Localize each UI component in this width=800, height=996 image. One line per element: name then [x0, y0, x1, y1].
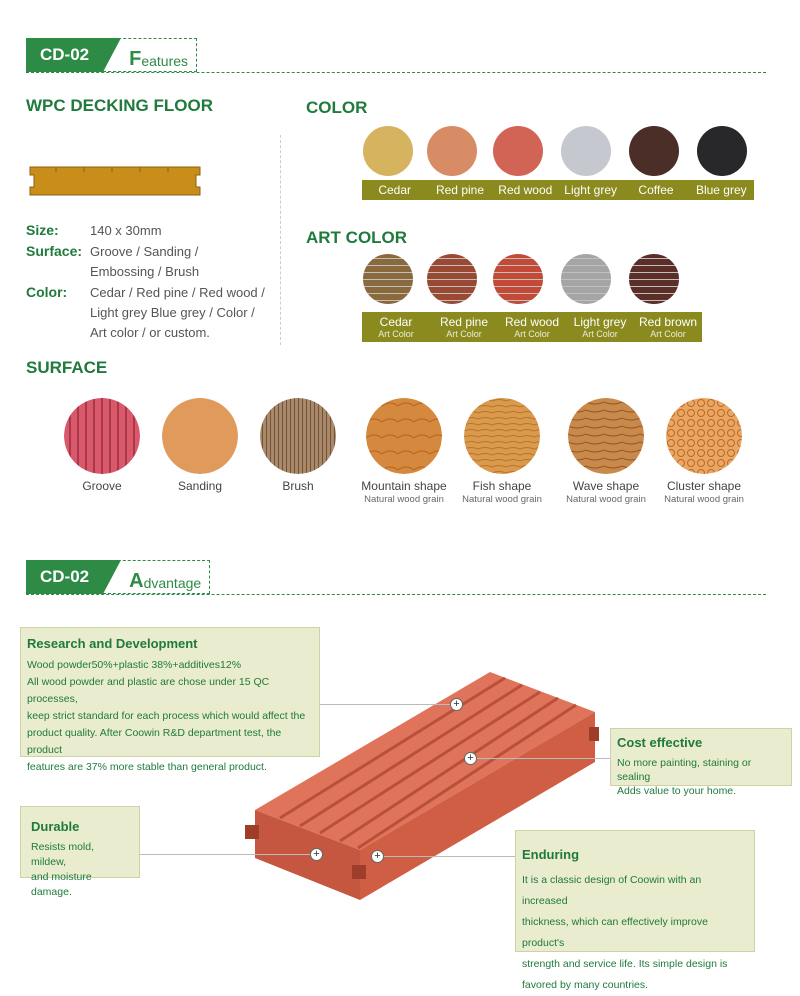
art-color-name: Red brown: [638, 315, 698, 329]
color-label-bar: [362, 180, 754, 200]
features-code: CD-02: [26, 38, 103, 72]
surface-sample-fish-shape: [464, 398, 540, 474]
color-label: Coffee: [638, 183, 674, 197]
art-color-name: Red pine: [439, 315, 489, 329]
color-swatch-cedar: [363, 126, 413, 176]
enduring-line-3: strength and service life. Its simple design is: [522, 958, 728, 970]
surface-label: [551, 480, 661, 506]
surface-sample-sanding: [162, 398, 238, 474]
product-specs: [26, 220, 286, 343]
leader-durable: [140, 854, 316, 855]
size-key: Size:: [26, 222, 59, 238]
advantage-code: CD-02: [26, 560, 103, 594]
art-color-title: ART COLOR: [306, 228, 408, 247]
art-color-sub: Art Color: [514, 329, 550, 339]
color-value-2: Light grey Blue grey / Color /: [90, 305, 255, 320]
color-swatch-red-wood: [493, 126, 543, 176]
cost-title: Cost effective: [617, 735, 703, 750]
art-color-name: Light grey: [573, 315, 627, 329]
art-color-label: [498, 315, 566, 339]
surface-name: Fish shape: [472, 479, 532, 493]
marker-cost[interactable]: +: [464, 752, 477, 765]
advantage-title: A dvantage: [103, 560, 210, 594]
surface-name: Brush: [282, 479, 314, 493]
surface-sample-wave-shape: [568, 398, 644, 474]
art-color-sub: Art Color: [378, 329, 414, 339]
art-color-label: [634, 315, 702, 339]
art-swatch-red-wood: [493, 254, 543, 304]
marker-enduring[interactable]: +: [371, 850, 384, 863]
color-swatch-red-pine: [427, 126, 477, 176]
art-color-sub: Art Color: [582, 329, 618, 339]
cost-line-2: Adds value to your home.: [617, 785, 737, 797]
art-color-sub: Art Color: [446, 329, 482, 339]
research-line-3: keep strict standard for each process which would affect the: [27, 710, 306, 722]
leader-cost: [470, 758, 610, 759]
cost-line-1: No more painting, staining or sealing: [617, 757, 752, 783]
surface-name: Wave shape: [572, 479, 640, 493]
surface-sub: Natural wood grain: [566, 494, 646, 505]
color-label: Cedar: [378, 183, 411, 197]
surface-sample-groove: [64, 398, 140, 474]
color-label: Red pine: [435, 183, 485, 197]
research-title: Research and Development: [27, 636, 198, 651]
research-box: [20, 627, 320, 773]
surface-sample-mountain-shape: [366, 398, 442, 474]
leader-enduring: [377, 856, 517, 857]
research-line-5: features are 37% more stable than general product.: [27, 761, 267, 773]
surface-label: [145, 480, 255, 493]
color-value-3: Art color / or custom.: [90, 325, 210, 340]
marker-durable[interactable]: +: [310, 848, 323, 861]
surface-value-2: Embossing / Brush: [90, 264, 200, 279]
surface-label: [447, 480, 557, 506]
features-header: [26, 38, 197, 72]
art-color-sub: Art Color: [650, 329, 686, 339]
color-label: Blue grey: [695, 183, 747, 197]
surface-value-1: Groove / Sanding /: [90, 244, 199, 259]
cost-box: [610, 728, 792, 797]
spec-divider: [280, 135, 281, 345]
color-title: COLOR: [306, 98, 368, 117]
enduring-title: Enduring: [522, 847, 580, 862]
surface-sample-cluster-shape: [666, 398, 742, 474]
surface-name: Cluster shape: [666, 479, 742, 493]
size-value: 140 x 30mm: [90, 223, 162, 238]
surface-label: [243, 480, 353, 493]
art-swatch-cedar: [363, 254, 413, 304]
art-color-label: [566, 315, 634, 339]
leader-research: [320, 704, 456, 705]
art-color-name: Cedar: [379, 315, 413, 329]
surface-key: Surface:: [26, 243, 83, 259]
surface-sample-brush: [260, 398, 336, 474]
research-line-1: Wood powder50%+plastic 38%+additives12%: [27, 659, 242, 671]
art-color-label-bar: [362, 312, 702, 342]
color-swatch-coffee: [629, 126, 679, 176]
surface-name: Sanding: [177, 479, 223, 493]
research-line-4: product quality. After Coowin R&D department test, the product: [27, 727, 282, 756]
research-line-2: All wood powder and plastic are chose under 15 QC processes,: [27, 676, 270, 705]
enduring-line-4: favored by many countries.: [522, 979, 649, 991]
surface-label: [47, 480, 157, 493]
color-key: Color:: [26, 284, 68, 300]
durable-box: [20, 806, 140, 898]
art-swatch-red-brown: [629, 254, 679, 304]
product-title: WPC DECKING FLOOR: [26, 96, 213, 115]
color-swatch-blue-grey: [697, 126, 747, 176]
color-value-1: Cedar / Red pine / Red wood /: [90, 285, 265, 300]
surface-title: SURFACE: [26, 358, 108, 377]
durable-line-2: and moisture damage.: [31, 871, 92, 898]
features-divider: [26, 72, 766, 73]
surface-label: [649, 480, 759, 506]
art-swatch-red-pine: [427, 254, 477, 304]
art-color-name: Red wood: [504, 315, 560, 329]
durable-line-1: Resists mold, mildew,: [31, 841, 95, 868]
enduring-line-1: It is a classic design of Coowin with an increased: [522, 874, 702, 907]
art-color-label: [430, 315, 498, 339]
surface-name: Mountain shape: [361, 479, 447, 493]
surface-label: [349, 480, 459, 506]
enduring-line-2: thickness, which can effectively improve product's: [522, 916, 708, 949]
surface-sub: Natural wood grain: [462, 494, 542, 505]
board-profile-image: [26, 163, 204, 199]
features-title: F eatures: [103, 38, 197, 72]
advantage-header: [26, 560, 210, 594]
art-swatch-light-grey: [561, 254, 611, 304]
advantage-divider: [26, 594, 766, 595]
color-swatch-light-grey: [561, 126, 611, 176]
surface-sub: Natural wood grain: [664, 494, 744, 505]
color-label: Red wood: [498, 183, 553, 197]
surface-name: Groove: [82, 479, 122, 493]
marker-research[interactable]: +: [450, 698, 463, 711]
surface-sub: Natural wood grain: [364, 494, 444, 505]
durable-title: Durable: [31, 819, 80, 834]
art-color-label: [362, 315, 430, 339]
color-label: Light grey: [564, 183, 617, 197]
enduring-box: [515, 830, 755, 991]
